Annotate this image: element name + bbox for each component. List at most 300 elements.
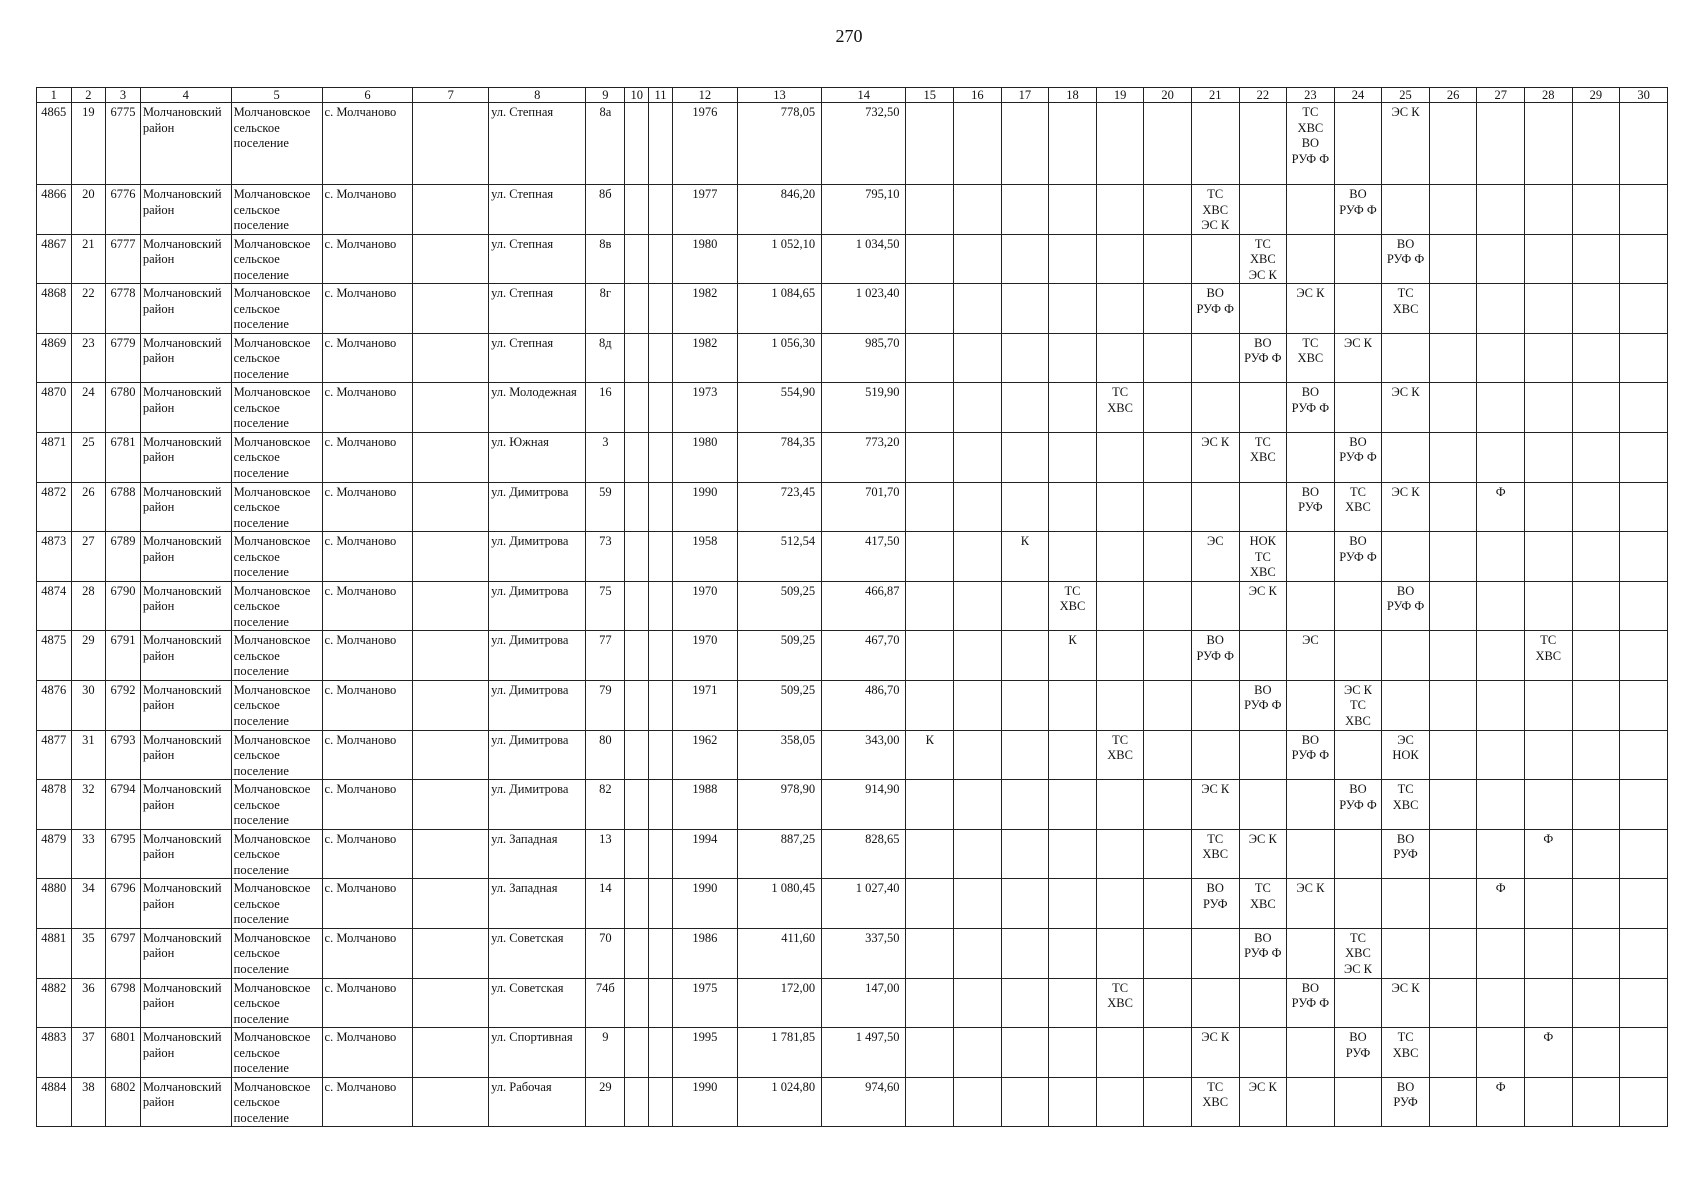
- table-cell: 509,25: [737, 680, 821, 730]
- table-cell: [1001, 680, 1049, 730]
- table-cell: [1096, 631, 1144, 681]
- table-cell: [1429, 780, 1477, 830]
- table-cell: [1429, 482, 1477, 532]
- table-cell: [1144, 185, 1192, 235]
- table-cell: с. Молчаново: [322, 1028, 413, 1078]
- table-cell: Молчановское сельское поселение: [231, 103, 322, 185]
- table-cell: [1572, 631, 1620, 681]
- table-cell: 1982: [672, 284, 737, 334]
- table-cell: 1 052,10: [737, 234, 821, 284]
- table-cell: ТС ХВС: [1287, 333, 1335, 383]
- table-cell: Молчановский район: [140, 103, 231, 185]
- table-cell: 974,60: [822, 1077, 906, 1127]
- table-cell: [954, 631, 1002, 681]
- column-header: 25: [1382, 88, 1430, 103]
- table-cell: ЭС К: [1239, 1077, 1287, 1127]
- table-cell: Молчановское сельское поселение: [231, 780, 322, 830]
- table-cell: [1620, 482, 1668, 532]
- table-cell: с. Молчаново: [322, 581, 413, 631]
- table-cell: [649, 185, 673, 235]
- table-row: [37, 680, 1668, 730]
- table-row: [37, 879, 1668, 929]
- table-cell: [1477, 829, 1525, 879]
- table-cell: 509,25: [737, 581, 821, 631]
- table-cell: 26: [71, 482, 106, 532]
- table-cell: 4878: [37, 780, 72, 830]
- table-cell: [954, 780, 1002, 830]
- table-cell: [906, 383, 954, 433]
- table-cell: с. Молчаново: [322, 829, 413, 879]
- table-cell: [1525, 333, 1573, 383]
- table-cell: [1572, 829, 1620, 879]
- table-cell: [1429, 185, 1477, 235]
- table-cell: с. Молчаново: [322, 432, 413, 482]
- table-cell: ВО РУФ: [1191, 879, 1239, 929]
- table-cell: Молчановский район: [140, 1028, 231, 1078]
- table-cell: [1049, 829, 1097, 879]
- table-cell: 4879: [37, 829, 72, 879]
- table-cell: [1334, 383, 1382, 433]
- table-cell: [1001, 631, 1049, 681]
- table-cell: 1980: [672, 432, 737, 482]
- table-cell: [954, 532, 1002, 582]
- table-cell: [1239, 631, 1287, 681]
- table-cell: [1382, 185, 1430, 235]
- table-cell: [1096, 780, 1144, 830]
- table-cell: [649, 631, 673, 681]
- table-cell: [625, 1028, 649, 1078]
- table-cell: 21: [71, 234, 106, 284]
- table-cell: 6775: [106, 103, 141, 185]
- table-cell: Ф: [1525, 829, 1573, 879]
- table-cell: [1620, 581, 1668, 631]
- table-cell: с. Молчаново: [322, 730, 413, 780]
- table-cell: с. Молчаново: [322, 780, 413, 830]
- table-cell: [1049, 234, 1097, 284]
- table-cell: Молчановский район: [140, 829, 231, 879]
- table-cell: ул. Степная: [489, 284, 586, 334]
- table-cell: 34: [71, 879, 106, 929]
- table-cell: [413, 829, 489, 879]
- table-cell: Молчановское сельское поселение: [231, 432, 322, 482]
- table-cell: ул. Южная: [489, 432, 586, 482]
- table-cell: [1096, 103, 1144, 185]
- table-cell: 30: [71, 680, 106, 730]
- table-cell: [1572, 680, 1620, 730]
- table-cell: [1001, 730, 1049, 780]
- table-cell: 6793: [106, 730, 141, 780]
- table-cell: Молчановский район: [140, 333, 231, 383]
- table-cell: 1 027,40: [822, 879, 906, 929]
- table-cell: [1239, 780, 1287, 830]
- table-cell: [625, 333, 649, 383]
- table-cell: ТС ХВС: [1525, 631, 1573, 681]
- table-cell: [954, 383, 1002, 433]
- table-cell: 1977: [672, 185, 737, 235]
- table-cell: [906, 185, 954, 235]
- table-cell: [1096, 581, 1144, 631]
- table-cell: Молчановский район: [140, 482, 231, 532]
- table-cell: 773,20: [822, 432, 906, 482]
- table-cell: 38: [71, 1077, 106, 1127]
- table-cell: [1049, 730, 1097, 780]
- table-cell: [1239, 730, 1287, 780]
- column-header: 11: [649, 88, 673, 103]
- table-cell: [1049, 978, 1097, 1028]
- table-cell: [1572, 1077, 1620, 1127]
- table-cell: [1144, 482, 1192, 532]
- table-cell: ТС ХВС: [1096, 730, 1144, 780]
- table-cell: [954, 829, 1002, 879]
- table-cell: [954, 680, 1002, 730]
- table-cell: [1429, 829, 1477, 879]
- table-cell: [1572, 234, 1620, 284]
- column-header: 12: [672, 88, 737, 103]
- table-cell: ЭС К: [1382, 103, 1430, 185]
- table-cell: [1572, 780, 1620, 830]
- table-cell: [649, 333, 673, 383]
- table-cell: 784,35: [737, 432, 821, 482]
- table-cell: 74б: [586, 978, 625, 1028]
- table-cell: [413, 928, 489, 978]
- table-cell: 417,50: [822, 532, 906, 582]
- table-cell: 1 023,40: [822, 284, 906, 334]
- table-cell: [1382, 432, 1430, 482]
- table-cell: [1049, 928, 1097, 978]
- table-cell: [906, 680, 954, 730]
- table-cell: [1382, 879, 1430, 929]
- table-cell: 4876: [37, 680, 72, 730]
- column-header: 23: [1287, 88, 1335, 103]
- table-cell: 337,50: [822, 928, 906, 978]
- table-cell: 82: [586, 780, 625, 830]
- table-cell: [1334, 978, 1382, 1028]
- table-cell: [1429, 879, 1477, 929]
- table-cell: Молчановский район: [140, 1077, 231, 1127]
- table-cell: [1191, 333, 1239, 383]
- table-row: [37, 532, 1668, 582]
- table-cell: 1 080,45: [737, 879, 821, 929]
- table-cell: [1001, 780, 1049, 830]
- table-cell: [1429, 631, 1477, 681]
- table-cell: ЭС: [1191, 532, 1239, 582]
- table-cell: Молчановское сельское поселение: [231, 383, 322, 433]
- table-row: [37, 432, 1668, 482]
- table-row: [37, 928, 1668, 978]
- table-cell: с. Молчаново: [322, 383, 413, 433]
- table-cell: Молчановский район: [140, 185, 231, 235]
- table-cell: ТС ХВС: [1382, 1028, 1430, 1078]
- table-cell: [1239, 482, 1287, 532]
- table-cell: [1049, 482, 1097, 532]
- table-cell: 6777: [106, 234, 141, 284]
- table-cell: [1096, 1077, 1144, 1127]
- table-cell: 1 497,50: [822, 1028, 906, 1078]
- table-cell: 512,54: [737, 532, 821, 582]
- table-cell: Молчановский район: [140, 234, 231, 284]
- table-cell: ВО РУФ Ф: [1239, 928, 1287, 978]
- table-cell: [906, 234, 954, 284]
- table-cell: 343,00: [822, 730, 906, 780]
- table-cell: [1049, 333, 1097, 383]
- table-cell: [1001, 103, 1049, 185]
- table-cell: 914,90: [822, 780, 906, 830]
- table-cell: [1001, 581, 1049, 631]
- table-cell: [1525, 1077, 1573, 1127]
- table-cell: [1191, 730, 1239, 780]
- table-cell: [1001, 234, 1049, 284]
- table-cell: ТС ХВС: [1049, 581, 1097, 631]
- table-cell: [1239, 383, 1287, 433]
- table-cell: [649, 103, 673, 185]
- table-cell: [1620, 1028, 1668, 1078]
- table-cell: [649, 1028, 673, 1078]
- table-cell: Молчановский район: [140, 284, 231, 334]
- table-cell: 6801: [106, 1028, 141, 1078]
- table-cell: [413, 333, 489, 383]
- table-cell: [1144, 978, 1192, 1028]
- column-header: 21: [1191, 88, 1239, 103]
- table-cell: ЭС К: [1382, 482, 1430, 532]
- table-cell: [1049, 879, 1097, 929]
- table-cell: 1976: [672, 103, 737, 185]
- table-cell: [1049, 532, 1097, 582]
- table-body: [37, 103, 1668, 1127]
- table-cell: [649, 879, 673, 929]
- table-cell: [1239, 185, 1287, 235]
- table-cell: 19: [71, 103, 106, 185]
- table-cell: [625, 234, 649, 284]
- table-cell: ВО РУФ: [1334, 1028, 1382, 1078]
- table-cell: Молчановское сельское поселение: [231, 978, 322, 1028]
- table-cell: [1572, 185, 1620, 235]
- table-cell: ТС ХВС ЭС К: [1334, 928, 1382, 978]
- table-cell: [1382, 631, 1430, 681]
- table-row: [37, 730, 1668, 780]
- table-cell: Молчановское сельское поселение: [231, 581, 322, 631]
- table-cell: Молчановское сельское поселение: [231, 928, 322, 978]
- table-cell: [625, 680, 649, 730]
- table-cell: ул. Димитрова: [489, 482, 586, 532]
- table-cell: 4882: [37, 978, 72, 1028]
- table-cell: ул. Спортивная: [489, 1028, 586, 1078]
- table-cell: [1287, 581, 1335, 631]
- table-cell: [413, 730, 489, 780]
- table-cell: [1477, 103, 1525, 185]
- table-cell: ЭС К: [1382, 978, 1430, 1028]
- table-row: [37, 581, 1668, 631]
- table-cell: [1429, 680, 1477, 730]
- table-cell: ВО РУФ Ф: [1191, 631, 1239, 681]
- table-cell: [413, 680, 489, 730]
- table-cell: 33: [71, 829, 106, 879]
- table-row: [37, 829, 1668, 879]
- table-cell: [954, 1077, 1002, 1127]
- table-cell: [1572, 928, 1620, 978]
- table-cell: 701,70: [822, 482, 906, 532]
- table-cell: [1525, 185, 1573, 235]
- table-cell: [1572, 284, 1620, 334]
- table-cell: 6781: [106, 432, 141, 482]
- table-cell: 1 034,50: [822, 234, 906, 284]
- table-cell: [649, 1077, 673, 1127]
- table-cell: [1144, 879, 1192, 929]
- table-cell: 1990: [672, 1077, 737, 1127]
- table-cell: [1382, 680, 1430, 730]
- column-header: 1: [37, 88, 72, 103]
- table-cell: [1287, 1028, 1335, 1078]
- table-row: [37, 185, 1668, 235]
- table-cell: с. Молчаново: [322, 103, 413, 185]
- table-cell: 23: [71, 333, 106, 383]
- table-cell: [1144, 234, 1192, 284]
- table-cell: [1239, 978, 1287, 1028]
- table-cell: ТС ХВС: [1239, 432, 1287, 482]
- table-cell: 723,45: [737, 482, 821, 532]
- table-cell: [1096, 928, 1144, 978]
- table-cell: Молчановский район: [140, 432, 231, 482]
- table-cell: ТС ХВС: [1096, 383, 1144, 433]
- column-number-row: [37, 88, 1668, 103]
- column-header: 16: [954, 88, 1002, 103]
- table-cell: [1334, 1077, 1382, 1127]
- table-cell: [625, 978, 649, 1028]
- table-cell: 80: [586, 730, 625, 780]
- table-cell: НОК ТС ХВС: [1239, 532, 1287, 582]
- table-cell: Молчановский район: [140, 532, 231, 582]
- table-cell: [906, 1028, 954, 1078]
- table-cell: [1096, 432, 1144, 482]
- table-cell: [1620, 680, 1668, 730]
- column-header: 4: [140, 88, 231, 103]
- table-cell: [413, 185, 489, 235]
- table-cell: Ф: [1525, 1028, 1573, 1078]
- table-cell: [1525, 103, 1573, 185]
- table-cell: 732,50: [822, 103, 906, 185]
- table-cell: [1572, 532, 1620, 582]
- table-cell: Молчановское сельское поселение: [231, 234, 322, 284]
- table-cell: ЭС К: [1191, 1028, 1239, 1078]
- table-cell: [1144, 829, 1192, 879]
- table-cell: [1287, 532, 1335, 582]
- table-cell: ул. Рабочая: [489, 1077, 586, 1127]
- table-cell: [906, 928, 954, 978]
- table-cell: 16: [586, 383, 625, 433]
- table-cell: ЭС К ТС ХВС: [1334, 680, 1382, 730]
- table-cell: 1 056,30: [737, 333, 821, 383]
- table-cell: [1239, 1028, 1287, 1078]
- table-cell: ТС ХВС ЭС К: [1191, 185, 1239, 235]
- column-header: 5: [231, 88, 322, 103]
- table-cell: 778,05: [737, 103, 821, 185]
- table-cell: 795,10: [822, 185, 906, 235]
- table-cell: ВО РУФ: [1287, 482, 1335, 532]
- table-cell: 828,65: [822, 829, 906, 879]
- table-cell: 1971: [672, 680, 737, 730]
- table-cell: [413, 234, 489, 284]
- table-cell: [413, 978, 489, 1028]
- table-cell: [906, 780, 954, 830]
- table-cell: [1001, 333, 1049, 383]
- table-cell: 846,20: [737, 185, 821, 235]
- table-cell: 4869: [37, 333, 72, 383]
- table-cell: [1144, 928, 1192, 978]
- table-cell: [1525, 482, 1573, 532]
- table-cell: с. Молчаново: [322, 234, 413, 284]
- table-cell: 25: [71, 432, 106, 482]
- table-cell: с. Молчаново: [322, 185, 413, 235]
- table-cell: [1525, 284, 1573, 334]
- table-cell: ул. Степная: [489, 185, 586, 235]
- table-cell: [1477, 532, 1525, 582]
- table-cell: ЭС К: [1191, 780, 1239, 830]
- table-cell: ул. Димитрова: [489, 631, 586, 681]
- table-cell: 27: [71, 532, 106, 582]
- table-cell: [413, 432, 489, 482]
- table-cell: ВО РУФ Ф: [1382, 234, 1430, 284]
- table-cell: [1287, 780, 1335, 830]
- table-cell: [1096, 532, 1144, 582]
- table-cell: ВО РУФ Ф: [1334, 432, 1382, 482]
- table-cell: ВО РУФ Ф: [1334, 532, 1382, 582]
- table-cell: [1429, 928, 1477, 978]
- table-cell: [625, 383, 649, 433]
- table-cell: 22: [71, 284, 106, 334]
- table-cell: 1973: [672, 383, 737, 433]
- column-header: 3: [106, 88, 141, 103]
- table-cell: [625, 581, 649, 631]
- table-cell: [625, 928, 649, 978]
- column-header: 17: [1001, 88, 1049, 103]
- table-cell: [1144, 1077, 1192, 1127]
- table-cell: ВО РУФ Ф: [1239, 333, 1287, 383]
- table-cell: [906, 879, 954, 929]
- table-cell: [1572, 333, 1620, 383]
- table-cell: с. Молчаново: [322, 284, 413, 334]
- table-cell: [954, 432, 1002, 482]
- table-cell: [1620, 383, 1668, 433]
- table-row: [37, 1077, 1668, 1127]
- table-cell: ВО РУФ Ф: [1287, 978, 1335, 1028]
- table-cell: [1620, 829, 1668, 879]
- table-cell: [1001, 185, 1049, 235]
- column-header: 9: [586, 88, 625, 103]
- table-cell: [1287, 829, 1335, 879]
- table-cell: [1572, 482, 1620, 532]
- table-row: [37, 780, 1668, 830]
- column-header: 7: [413, 88, 489, 103]
- column-header: 30: [1620, 88, 1668, 103]
- table-cell: [625, 631, 649, 681]
- table-cell: [1001, 1077, 1049, 1127]
- table-cell: 6796: [106, 879, 141, 929]
- table-cell: [1572, 1028, 1620, 1078]
- table-cell: [1334, 234, 1382, 284]
- table-cell: Молчановский район: [140, 680, 231, 730]
- table-cell: [906, 829, 954, 879]
- table-cell: [1096, 829, 1144, 879]
- table-cell: с. Молчаново: [322, 482, 413, 532]
- table-cell: [649, 383, 673, 433]
- table-cell: ВО РУФ: [1382, 829, 1430, 879]
- table-cell: [906, 631, 954, 681]
- table-cell: [1001, 928, 1049, 978]
- table-cell: 8б: [586, 185, 625, 235]
- table-cell: [413, 284, 489, 334]
- table-cell: с. Молчаново: [322, 879, 413, 929]
- table-cell: [625, 185, 649, 235]
- table-cell: 6798: [106, 978, 141, 1028]
